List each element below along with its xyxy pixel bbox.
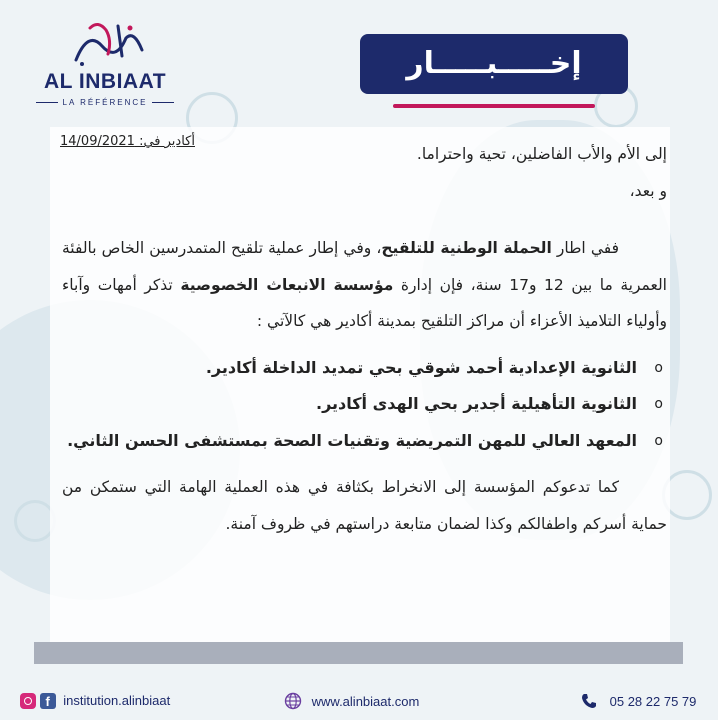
intro-bold-school: مؤسسة الانبعاث الخصوصية	[180, 275, 394, 294]
footer	[0, 688, 718, 714]
globe-icon	[284, 692, 302, 710]
list-item: o الثانوية التأهيلية أجدير بحي الهدى أكادير.	[62, 386, 667, 423]
title-underline	[393, 104, 595, 108]
closing-paragraph: كما تدعوكم المؤسسة إلى الانخراط بكثافة في هذه العملية الهامة التي ستمكن من حماية أسركم واطفالكم وكذا لضمان متابعة دراستهم في ظروف آمنة.	[62, 478, 667, 533]
logo-calligraphy-icon	[68, 20, 148, 68]
announcement-date: أكادير في: 14/09/2021	[60, 134, 195, 149]
intro-bold-campaign: الحملة الوطنية للتلقيح	[381, 239, 552, 257]
brand-logo	[30, 18, 180, 118]
vaccination-centers-list	[62, 350, 667, 460]
intro-text-2: ، وفي إطار عملية تلقيح المتمدرسين الخاص بالفئة العمرية ما بين 12 و17 سنة، فإن إدارة	[62, 239, 667, 294]
intro-text-3: تذكر أمهات وآباء وأولياء التلاميذ الأعزاء أن مراكز التلقيح بمدينة أكادير هي كالآتي :	[62, 275, 667, 330]
intro-paragraph	[62, 230, 667, 340]
instagram-icon[interactable]	[20, 693, 36, 709]
phone-icon	[580, 692, 598, 710]
page-title: إخـــــبـــــار	[360, 34, 628, 94]
after-greeting: و بعد،	[629, 181, 667, 200]
bottom-bar	[34, 642, 683, 664]
social-link[interactable]	[20, 692, 170, 709]
brand-name: AL INBIAAT	[43, 70, 167, 93]
list-item: o الثانوية الإعدادية أحمد شوقي بحي تمديد الداخلة أكادير.	[62, 350, 667, 387]
intro-text-1: ففي اطار	[551, 239, 619, 257]
brand-tagline: LA RÉFÉRENCE	[30, 98, 180, 107]
phone-contact[interactable]	[580, 692, 696, 710]
greeting: إلى الأم والأب الفاضلين، تحية واحتراما.	[416, 145, 667, 163]
list-item: o المعهد العالي للمهن التمريضية وتقنيات الصحة بمستشفى الحسن الثاني.	[62, 423, 667, 460]
announcement-body	[62, 136, 667, 542]
website-link[interactable]	[284, 692, 419, 710]
phone-number[interactable]: 05 28 22 75 79	[609, 693, 697, 709]
facebook-icon[interactable]: f	[40, 693, 56, 709]
website-url[interactable]: www.alinbiaat.com	[311, 693, 420, 709]
social-handle[interactable]: institution.alinbiaat	[63, 693, 171, 709]
